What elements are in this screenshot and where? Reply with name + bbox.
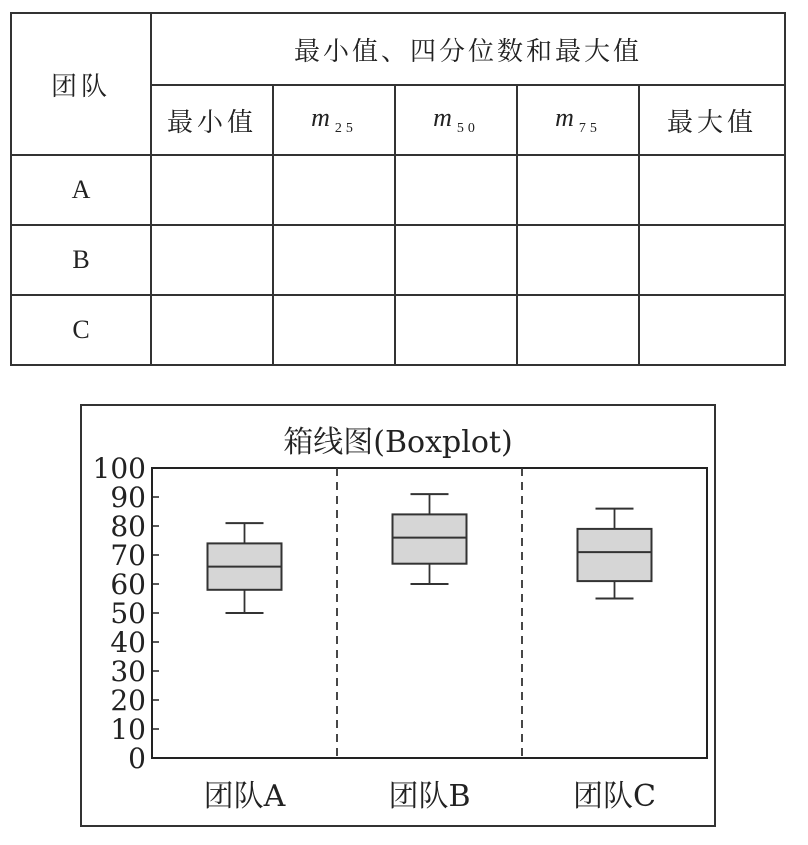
cell-c-min[interactable] <box>151 295 273 365</box>
column-header-min: 最小值 <box>151 85 273 155</box>
statistics-table <box>10 12 786 366</box>
m75-label <box>555 102 601 137</box>
table-row-b <box>11 225 785 295</box>
column-header-m25 <box>273 85 395 155</box>
row-label-a: A <box>11 155 151 225</box>
column-header-m75 <box>517 85 639 155</box>
y-tick-label: 20 <box>110 684 146 717</box>
team-b-box <box>393 514 467 563</box>
m75-var: m <box>555 102 578 132</box>
cell-b-min[interactable] <box>151 225 273 295</box>
y-tick-label: 10 <box>110 713 146 746</box>
cell-b-max[interactable] <box>639 225 785 295</box>
chart-title: 箱线图(Boxplot) <box>283 425 513 460</box>
cell-b-m25[interactable] <box>273 225 395 295</box>
x-category-label: 团队B <box>388 779 471 814</box>
team-header: 团队 <box>11 13 151 155</box>
cell-a-m25[interactable] <box>273 155 395 225</box>
y-tick-label: 90 <box>110 481 146 514</box>
y-tick-label: 70 <box>110 539 146 572</box>
y-tick-label: 0 <box>128 742 146 775</box>
cell-a-m75[interactable] <box>517 155 639 225</box>
cell-a-m50[interactable] <box>395 155 517 225</box>
column-header-max: 最大值 <box>639 85 785 155</box>
y-tick-label: 60 <box>110 568 146 601</box>
cell-c-m75[interactable] <box>517 295 639 365</box>
table-row-c <box>11 295 785 365</box>
statistics-table-container <box>10 12 786 366</box>
m75-subscript: 75 <box>578 121 601 137</box>
cell-a-max[interactable] <box>639 155 785 225</box>
plot-area <box>152 468 707 758</box>
y-tick-label: 40 <box>110 626 146 659</box>
m25-subscript: 25 <box>334 121 357 137</box>
m50-var: m <box>433 102 456 132</box>
cell-c-max[interactable] <box>639 295 785 365</box>
column-header-m50 <box>395 85 517 155</box>
x-category-label: 团队C <box>573 779 656 814</box>
m25-var: m <box>311 102 334 132</box>
x-category-label: 团队A <box>203 779 286 814</box>
cell-b-m50[interactable] <box>395 225 517 295</box>
m50-subscript: 50 <box>456 121 479 137</box>
row-label-b: B <box>11 225 151 295</box>
team-c-box <box>578 529 652 581</box>
table-row-a <box>11 155 785 225</box>
cell-a-min[interactable] <box>151 155 273 225</box>
cell-c-m25[interactable] <box>273 295 395 365</box>
y-tick-label: 50 <box>110 597 146 630</box>
row-label-c: C <box>11 295 151 365</box>
cell-c-m50[interactable] <box>395 295 517 365</box>
cell-b-m75[interactable] <box>517 225 639 295</box>
y-tick-label: 30 <box>110 655 146 688</box>
y-tick-label: 100 <box>92 452 146 485</box>
team-a-box <box>208 543 282 589</box>
quartiles-group-header: 最小值、四分位数和最大值 <box>151 13 785 85</box>
y-tick-label: 80 <box>110 510 146 543</box>
chart-frame <box>81 405 715 826</box>
m25-label <box>311 102 357 137</box>
m50-label <box>433 102 479 137</box>
